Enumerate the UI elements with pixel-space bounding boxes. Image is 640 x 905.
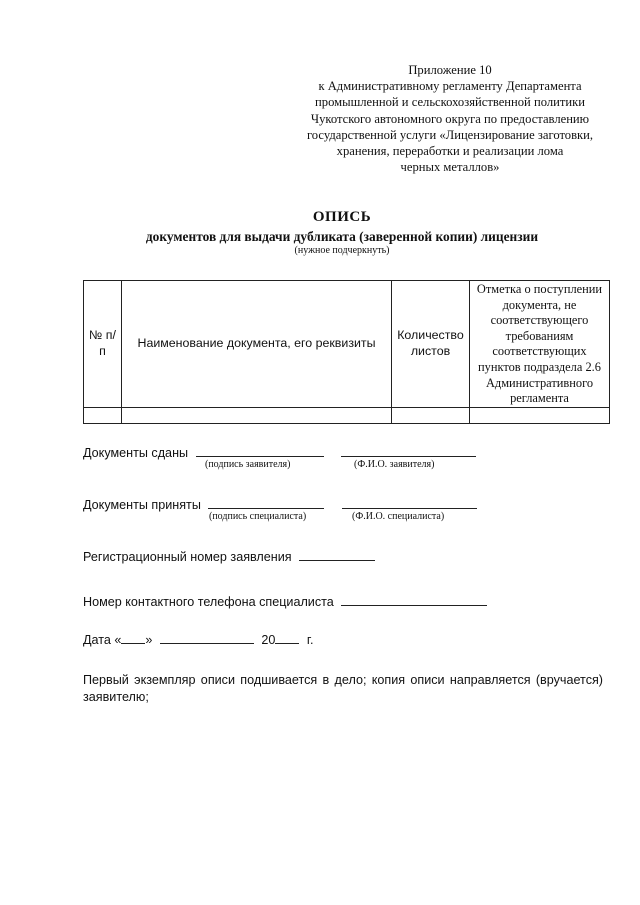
date-month-field[interactable] (160, 631, 254, 644)
appendix-line: черных металлов» (400, 160, 500, 175)
submitted-line (83, 444, 476, 460)
submitted-signature-caption: (подпись заявителя) (205, 459, 291, 470)
copies-note: Первый экземпляр описи подшивается в дело; копия описи направляется (вручается) заявителю; (83, 673, 603, 704)
table-cell-sheets[interactable] (392, 407, 470, 423)
column-header-mark: Отметка о поступлении документа, не соответствующего требованиям соответствующих пунктов подраздела 2.6 Административного регламента (470, 281, 610, 408)
phone-field[interactable] (341, 593, 487, 606)
appendix-line: Чукотского автономного округа по предоставлению (310, 111, 590, 126)
accepted-signature-field[interactable] (208, 496, 324, 509)
date-label: Дата « (83, 633, 122, 647)
document-subtitle: документов для выдачи дубликата (заверенной копии) лицензии (145, 229, 539, 244)
underline-note: (нужное подчеркнуть) (294, 245, 390, 256)
table-row (84, 407, 610, 423)
document-title: ОПИСЬ (312, 209, 372, 225)
date-year-field[interactable] (275, 631, 299, 644)
accepted-name-field[interactable] (342, 496, 477, 509)
phone-line (83, 593, 487, 609)
table-header-row (84, 281, 610, 408)
submitted-name-field[interactable] (341, 444, 476, 457)
accepted-line (83, 496, 477, 512)
appendix-line: промышленной и сельскохозяйственной политики (315, 95, 585, 110)
accepted-label: Документы приняты (83, 498, 201, 512)
submitted-signature-field[interactable] (196, 444, 324, 457)
documents-table (83, 280, 610, 424)
date-day-field[interactable] (121, 631, 145, 644)
appendix-line: Приложение 10 (408, 63, 492, 77)
appendix-line: к Административному регламенту Департамента (318, 79, 582, 94)
column-header-name: Наименование документа, его реквизиты (122, 281, 392, 408)
registration-label: Регистрационный номер заявления (83, 550, 292, 564)
submitted-label: Документы сданы (83, 446, 189, 460)
table-cell-name[interactable] (122, 407, 392, 423)
appendix-line: хранения, переработки и реализации лома (336, 144, 564, 159)
appendix-line: государственной услуги «Лицензирование заготовки, (306, 127, 594, 142)
appendix-reference (292, 62, 608, 175)
accepted-name-caption: (Ф.И.О. специалиста) (352, 511, 445, 522)
date-line (83, 631, 313, 647)
table-cell-number[interactable] (84, 407, 122, 423)
table-cell-mark[interactable] (470, 407, 610, 423)
phone-label: Номер контактного телефона специалиста (83, 595, 334, 609)
date-quote-close: » (145, 633, 153, 647)
registration-line (83, 548, 375, 564)
column-header-number: № п/п (84, 281, 122, 408)
date-year-prefix: 20 (261, 633, 276, 647)
registration-number-field[interactable] (299, 548, 375, 561)
column-header-sheets: Количество листов (392, 281, 470, 408)
accepted-signature-caption: (подпись специалиста) (209, 511, 307, 522)
submitted-name-caption: (Ф.И.О. заявителя) (354, 459, 435, 470)
date-suffix: г. (306, 633, 314, 647)
